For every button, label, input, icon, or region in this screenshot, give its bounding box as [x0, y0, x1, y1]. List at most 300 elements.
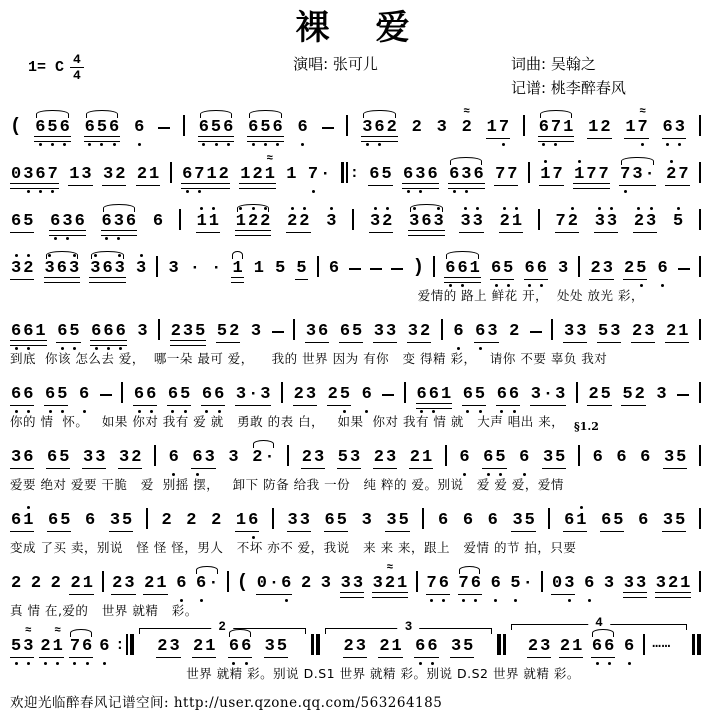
note-digit: 1	[23, 510, 34, 530]
note-group	[343, 638, 367, 655]
note-digit: 3	[228, 447, 239, 467]
note-group	[251, 449, 275, 466]
note-digit: 2	[136, 164, 148, 184]
score-line	[10, 245, 701, 303]
barline	[699, 382, 701, 403]
note-digit: 3	[169, 636, 180, 656]
note-digit: 1	[82, 573, 93, 593]
note-digit: 3	[44, 258, 55, 278]
note-group	[587, 119, 611, 136]
note-group	[136, 166, 160, 183]
note-digit: 5	[122, 510, 133, 530]
note-digit: 0	[256, 573, 267, 593]
note-digit: 2	[287, 211, 298, 231]
note-digit: 6	[59, 117, 70, 137]
barline	[699, 445, 701, 466]
key-signature	[10, 53, 160, 82]
barline	[121, 382, 123, 403]
double-barline	[311, 634, 320, 655]
note-group	[98, 638, 110, 655]
footer-note: 欢迎光临醉春风记谱空间: http://user.qzone.qq.com/563264185	[10, 694, 443, 711]
note-digit: ≈ 2	[461, 119, 473, 136]
barline	[523, 115, 525, 136]
note-digit: 6	[361, 384, 372, 404]
note-digit: 2	[382, 211, 393, 231]
note-digit: 5	[339, 384, 351, 404]
note-digit: 3	[326, 211, 337, 231]
note-digit: 6	[592, 447, 603, 467]
note-digit: 6	[638, 510, 649, 530]
note-digit: ≈ 1	[264, 166, 276, 183]
note-digit: 3	[530, 384, 541, 404]
note-group	[44, 260, 81, 277]
note-digit: 6	[428, 384, 439, 404]
barline	[281, 382, 283, 403]
note-group	[378, 638, 402, 655]
note-digit: 2	[23, 258, 34, 278]
note-group	[192, 638, 216, 655]
note-group	[247, 119, 284, 136]
note-digit: 2	[411, 117, 422, 137]
score-line	[10, 308, 701, 366]
note-digit: 6	[11, 211, 22, 231]
note-digit: 6	[11, 510, 22, 530]
note-group	[250, 323, 262, 340]
note-digit: 5	[676, 447, 687, 467]
duration-dash	[349, 268, 361, 270]
note-digit: 2	[666, 164, 677, 184]
notator-name: 桃李醉春风	[550, 78, 626, 97]
note-digit: 7	[458, 573, 469, 593]
note-digit: 3	[90, 258, 101, 278]
barline	[699, 209, 701, 230]
note-group	[458, 449, 470, 466]
lyrics-row: 爱要 绝对 爱要 干脆 爱 别摇 摆， 卸下 防备 给我 一份 纯 粹的 爱。别说 爱 爱 爱，爱情	[10, 476, 564, 492]
note-digit: 2	[379, 636, 390, 656]
note-group	[156, 638, 180, 655]
note-digit: 3	[644, 321, 655, 341]
note-digit: 5	[622, 384, 633, 404]
note-group	[487, 512, 499, 529]
note-group	[603, 575, 615, 592]
note-group	[621, 386, 645, 403]
note-digit: 6	[48, 510, 59, 530]
note-digit: 6	[103, 321, 114, 341]
note-digit: 3	[361, 510, 372, 530]
note-group	[168, 449, 180, 466]
note-group	[50, 575, 62, 592]
barline	[156, 256, 158, 277]
barline	[699, 162, 701, 183]
repeat-start-barline	[341, 162, 359, 183]
note-digit: 5	[195, 321, 206, 341]
note-digit: 6	[457, 258, 468, 278]
note-group	[563, 512, 587, 529]
note-digit: 2	[50, 573, 61, 593]
note-group	[555, 213, 579, 230]
note-digit: 6	[490, 258, 502, 278]
note-digit: ≈ 3	[22, 638, 34, 655]
barline	[699, 508, 701, 529]
note-digit: 6	[462, 510, 474, 530]
note-digit: 3	[182, 321, 194, 341]
note-digit: 6	[168, 447, 179, 467]
note-digit: 6	[248, 117, 259, 137]
barline	[445, 445, 447, 466]
note-digit: 3	[109, 510, 121, 530]
barline	[416, 571, 418, 592]
barline	[699, 571, 701, 592]
note-digit: 6	[524, 258, 535, 278]
notation-row	[10, 104, 701, 146]
note-digit: 2	[567, 211, 578, 231]
note-digit: 2	[667, 573, 679, 593]
note-group	[10, 575, 22, 592]
score-line	[10, 615, 701, 681]
note-digit: 5	[381, 164, 392, 184]
time-signature	[70, 53, 84, 82]
note-group	[210, 512, 222, 529]
note-group	[450, 638, 474, 655]
note-group	[624, 119, 648, 136]
note-digit: 2	[624, 258, 635, 278]
notation-row	[10, 371, 701, 413]
note-digit: 3	[235, 384, 247, 404]
note-group	[637, 512, 649, 529]
note-group	[639, 449, 651, 466]
note-digit: 1	[240, 164, 251, 184]
note-digit: 6	[228, 636, 240, 656]
note-group	[285, 166, 297, 183]
barline	[146, 508, 148, 529]
note-digit: 1	[469, 258, 480, 278]
duration-dash	[382, 394, 394, 396]
note-digit: 3	[564, 573, 575, 593]
note-digit: 6	[453, 321, 464, 341]
note-digit: 7	[426, 573, 437, 593]
note-digit: 6	[339, 321, 351, 341]
note-digit: 6	[483, 447, 494, 467]
note-group	[297, 119, 309, 136]
note-digit: 2	[252, 447, 263, 467]
note-digit: 7	[598, 164, 609, 184]
note-group	[256, 575, 293, 592]
note-group	[407, 323, 431, 340]
note-group	[482, 449, 506, 466]
note-group	[89, 260, 126, 277]
note-group	[167, 386, 191, 403]
note-group	[10, 213, 34, 230]
note-digit: 6	[35, 117, 46, 137]
note-digit: 6	[416, 384, 427, 404]
note-digit: 1	[511, 211, 523, 231]
note-digit: 5	[60, 510, 71, 530]
note-digit: 5	[180, 384, 191, 404]
double-barline	[692, 634, 701, 655]
note-digit: 5	[96, 117, 108, 137]
note-group	[623, 638, 635, 655]
repeat-dots: :	[349, 164, 359, 182]
note-digit: 6	[152, 211, 164, 231]
note-digit: 6	[47, 447, 58, 467]
note-digit: 1	[540, 164, 551, 184]
note-digit: 6	[272, 117, 283, 137]
note-digit: 2	[632, 321, 643, 341]
note-group	[216, 323, 240, 340]
song-title: 裸 爱	[295, 8, 416, 48]
note-digit: 1	[421, 447, 433, 467]
note-group	[235, 213, 272, 230]
volta-number: 4	[588, 616, 610, 631]
note-digit: 6	[198, 117, 209, 137]
note-digit: 1	[391, 636, 402, 656]
note-group	[462, 386, 486, 403]
note-digit: 3	[564, 321, 575, 341]
note-group	[185, 512, 197, 529]
barline	[422, 508, 424, 529]
notation-credit	[511, 77, 701, 100]
note-digit: 6	[604, 636, 615, 656]
note-digit: 3	[407, 321, 418, 341]
note-digit: ≈ 2	[384, 575, 396, 592]
note-digit: 7	[47, 164, 58, 184]
note-digit: 3	[594, 211, 605, 231]
note-digit: 3	[62, 211, 73, 231]
note-group	[665, 166, 689, 183]
note-digit: 6	[74, 211, 85, 231]
note-group	[538, 119, 575, 136]
note-digit: 1	[235, 211, 246, 231]
note-digit: 6	[248, 510, 259, 530]
note-group	[201, 386, 225, 403]
volta-bracket	[139, 619, 306, 656]
note-group	[170, 323, 207, 340]
note-group	[655, 575, 692, 592]
note-digit: 2	[161, 510, 172, 530]
note-digit: 6	[459, 447, 470, 467]
note-group	[368, 166, 392, 183]
note-group	[508, 323, 520, 340]
note-digit: ≈ 1	[52, 638, 64, 655]
note-digit: 1	[574, 164, 585, 184]
score-line	[10, 560, 701, 618]
note-group	[10, 638, 34, 655]
note-digit: 6	[84, 117, 95, 137]
note-group	[133, 386, 157, 403]
barline	[179, 209, 181, 230]
duration-dash	[100, 394, 112, 396]
note-group	[235, 386, 272, 403]
augmentation-dot: ·	[208, 573, 219, 593]
note-digit: 1	[576, 510, 587, 530]
note-digit: 6	[496, 384, 507, 404]
note-group	[511, 512, 535, 529]
note-digit: 1	[149, 164, 160, 184]
performer-credit	[160, 53, 511, 74]
note-digit: 5	[69, 321, 80, 341]
augmentation-dot: ·	[320, 164, 331, 184]
note-digit: 6	[297, 117, 308, 137]
parenthesis: (	[10, 114, 22, 137]
barline	[578, 256, 580, 277]
barline	[404, 382, 406, 403]
note-digit: 6	[281, 573, 292, 593]
note-digit: 3	[113, 211, 124, 231]
note-digit: 3	[204, 447, 215, 467]
note-digit: 1	[156, 573, 167, 593]
note-digit: ≈ 7	[637, 119, 649, 136]
note-digit: 3	[540, 636, 551, 656]
note-digit: 3	[460, 211, 471, 231]
parenthesis: )	[412, 255, 424, 278]
note-digit: 6	[57, 321, 68, 341]
note-group	[633, 213, 657, 230]
barline	[227, 571, 229, 592]
note-group	[459, 213, 483, 230]
note-group	[327, 386, 351, 403]
note-digit: 3	[635, 573, 647, 593]
duration-dash	[272, 331, 284, 333]
note-group	[490, 575, 502, 592]
note-group	[102, 166, 126, 183]
note-digit: 1	[572, 636, 583, 656]
note-digit: 3	[23, 164, 34, 184]
note-digit: 6	[23, 384, 34, 404]
note-group	[307, 166, 331, 183]
note-digit: 1	[286, 164, 297, 184]
note-group	[583, 575, 595, 592]
note-digit: 3	[114, 258, 125, 278]
note-digit: 2	[327, 384, 338, 404]
note-digit: 5	[352, 321, 363, 341]
note-digit: 3	[119, 447, 130, 467]
note-group	[474, 323, 498, 340]
notation-label: 记谱:	[511, 78, 547, 97]
note-group	[372, 575, 409, 592]
note-digit: 3	[603, 573, 615, 593]
note-group	[665, 323, 689, 340]
note-digit: 3	[632, 164, 643, 184]
note-digit: 6	[640, 447, 651, 467]
note-group	[196, 213, 220, 230]
note-group	[10, 260, 34, 277]
note-group	[591, 638, 615, 655]
note-digit: 1	[486, 117, 497, 137]
note-digit: 1	[206, 164, 217, 184]
note-digit: 6	[99, 636, 110, 656]
note-group	[663, 449, 687, 466]
note-digit: 5	[463, 636, 474, 656]
note-digit: 6	[115, 321, 126, 341]
note-digit: 2	[186, 510, 197, 530]
score	[10, 104, 701, 681]
note-digit: 3	[646, 211, 657, 231]
note-digit: 5	[495, 447, 506, 467]
note-digit: 3	[124, 573, 135, 593]
note-digit: 6	[78, 384, 90, 404]
note-digit: 3	[264, 636, 275, 656]
note-digit: 1	[35, 321, 46, 341]
note-digit: 3	[655, 573, 666, 593]
note-group	[361, 512, 373, 529]
note-group	[408, 213, 445, 230]
performer-name: 张可儿	[332, 55, 378, 74]
note-digit: 6	[601, 510, 612, 530]
note-digit: 2	[634, 384, 645, 404]
augmentation-dot: ·	[189, 258, 200, 278]
note-digit: 6	[23, 447, 34, 467]
note-group	[324, 512, 348, 529]
note-digit: 2	[112, 573, 123, 593]
barline	[158, 319, 160, 340]
note-group	[227, 449, 239, 466]
augmentation-dot: ·	[522, 573, 533, 593]
note-digit: 2	[40, 636, 51, 656]
note-group	[328, 260, 340, 277]
barline	[433, 256, 435, 277]
note-digit: 5	[598, 321, 609, 341]
note-group	[10, 323, 47, 340]
note-digit: 6	[196, 573, 207, 593]
note-digit: 3	[250, 321, 262, 341]
note-group	[191, 449, 215, 466]
note-digit: 3	[320, 573, 331, 593]
note-group	[623, 260, 647, 277]
note-digit: 6	[109, 117, 120, 137]
note-group	[152, 213, 164, 230]
barline	[541, 571, 543, 592]
note-group	[369, 213, 393, 230]
duration-dash	[370, 268, 382, 270]
note-digit: 1	[678, 321, 689, 341]
note-digit: 5	[59, 447, 70, 467]
note-group	[10, 512, 34, 529]
barline	[287, 445, 289, 466]
note-digit: 2	[144, 573, 155, 593]
note-digit: 6	[475, 321, 486, 341]
note-digit: 2	[11, 573, 22, 593]
note-group	[631, 323, 655, 340]
lyrics-row: 爱情的 路上 鲜花 开， 处处 放光 彩，	[417, 287, 645, 303]
note-group	[385, 512, 409, 529]
note-group	[524, 260, 548, 277]
note-digit: 6	[657, 258, 668, 278]
note-digit: 6	[101, 211, 112, 231]
note-digit: 5	[296, 258, 307, 278]
note-digit: 3	[542, 447, 554, 467]
note-digit: 3	[11, 447, 22, 467]
note-digit: 2	[386, 117, 397, 137]
score-line	[10, 151, 701, 193]
note-group	[90, 323, 127, 340]
note-digit: 3	[433, 211, 444, 231]
note-digit: 3	[103, 164, 114, 184]
note-group	[557, 260, 569, 277]
note-digit: 3	[663, 447, 675, 467]
barline	[154, 445, 156, 466]
note-digit: 3	[83, 447, 94, 467]
barline	[102, 571, 104, 592]
note-group	[231, 260, 243, 277]
volta-number: 3	[398, 620, 420, 635]
time-signature-bottom: 4	[73, 68, 81, 84]
barline	[352, 209, 354, 230]
note-group	[444, 260, 481, 277]
note-digit: 2	[293, 384, 304, 404]
barline	[346, 115, 348, 136]
note-digit: 7	[307, 164, 319, 184]
barline	[293, 319, 295, 340]
